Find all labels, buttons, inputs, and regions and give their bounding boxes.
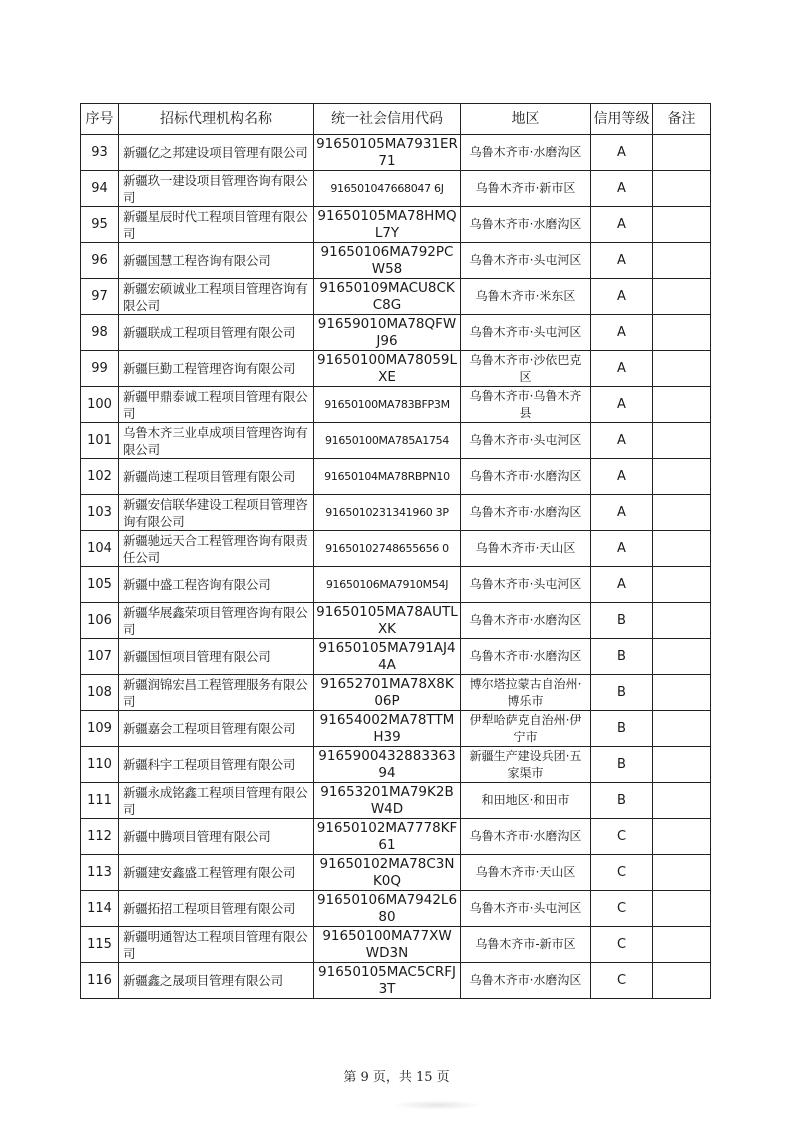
agency-name-cell: 新疆宏硕诚业工程项目管理咨询有限公司 bbox=[119, 279, 314, 315]
credit-grade-cell: A bbox=[591, 531, 653, 567]
remarks-cell bbox=[653, 171, 711, 207]
credit-code-cell: 91650105MA7931ER71 bbox=[314, 135, 461, 171]
credit-grade-cell: A bbox=[591, 243, 653, 279]
table-row bbox=[81, 603, 711, 639]
credit-grade-cell: B bbox=[591, 747, 653, 783]
remarks-cell bbox=[653, 315, 711, 351]
credit-grade-cell: A bbox=[591, 423, 653, 459]
table-row bbox=[81, 351, 711, 387]
agency-name-cell: 新疆明通智达工程项目管理有限公司 bbox=[119, 927, 314, 963]
row-index-cell: 112 bbox=[81, 819, 119, 855]
credit-code-cell: 91650106MA7910M54J bbox=[314, 567, 461, 603]
agency-name-cell: 新疆星辰时代工程项目管理有限公司 bbox=[119, 207, 314, 243]
row-index-cell: 106 bbox=[81, 603, 119, 639]
remarks-cell bbox=[653, 495, 711, 531]
credit-grade-cell: B bbox=[591, 675, 653, 711]
credit-code-cell: 916590043288336394 bbox=[314, 747, 461, 783]
table-row bbox=[81, 171, 711, 207]
row-index-cell: 103 bbox=[81, 495, 119, 531]
agency-name-cell: 新疆鑫之晟项目管理有限公司 bbox=[119, 963, 314, 999]
agency-name-cell: 新疆嘉会工程项目管理有限公司 bbox=[119, 711, 314, 747]
credit-code-cell: 91659010MA78QFWJ96 bbox=[314, 315, 461, 351]
credit-grade-cell: C bbox=[591, 963, 653, 999]
agency-name-cell: 新疆永成铭鑫工程项目管理有限公司 bbox=[119, 783, 314, 819]
agency-name-cell: 新疆安信联华建设工程项目管理咨询有限公司 bbox=[119, 495, 314, 531]
agency-name-cell: 乌鲁木齐三业卓成项目管理咨询有限公司 bbox=[119, 423, 314, 459]
credit-code-cell: 91650100MA785A1754 bbox=[314, 423, 461, 459]
row-index-cell: 98 bbox=[81, 315, 119, 351]
region-cell: 乌鲁木齐市·水磨沟区 bbox=[461, 495, 591, 531]
credit-grade-cell: A bbox=[591, 387, 653, 423]
remarks-cell bbox=[653, 783, 711, 819]
remarks-cell bbox=[653, 423, 711, 459]
credit-grade-cell: A bbox=[591, 459, 653, 495]
table-row bbox=[81, 531, 711, 567]
table-row bbox=[81, 639, 711, 675]
table-body bbox=[81, 135, 711, 999]
agency-name-cell: 新疆科宇工程项目管理有限公司 bbox=[119, 747, 314, 783]
remarks-cell bbox=[653, 711, 711, 747]
credit-grade-cell: A bbox=[591, 135, 653, 171]
table-row bbox=[81, 243, 711, 279]
remarks-cell bbox=[653, 819, 711, 855]
table-row bbox=[81, 783, 711, 819]
table-row bbox=[81, 387, 711, 423]
credit-grade-cell: A bbox=[591, 207, 653, 243]
agency-name-cell: 新疆玖一建设项目管理咨询有限公司 bbox=[119, 171, 314, 207]
region-cell: 乌鲁木齐市·水磨沟区 bbox=[461, 603, 591, 639]
table-row bbox=[81, 207, 711, 243]
remarks-cell bbox=[653, 351, 711, 387]
agency-name-cell: 新疆国慧工程咨询有限公司 bbox=[119, 243, 314, 279]
row-index-cell: 108 bbox=[81, 675, 119, 711]
credit-code-cell: 91650100MA783BFP3M bbox=[314, 387, 461, 423]
remarks-cell bbox=[653, 927, 711, 963]
remarks-cell bbox=[653, 747, 711, 783]
agency-name-cell: 新疆中盛工程咨询有限公司 bbox=[119, 567, 314, 603]
remarks-cell bbox=[653, 675, 711, 711]
row-index-cell: 100 bbox=[81, 387, 119, 423]
remarks-cell bbox=[653, 135, 711, 171]
region-cell: 乌鲁木齐市·沙依巴克区 bbox=[461, 351, 591, 387]
agency-name-cell: 新疆尚速工程项目管理有限公司 bbox=[119, 459, 314, 495]
credit-code-cell: 91654002MA78TTMH39 bbox=[314, 711, 461, 747]
region-cell: 乌鲁木齐市·天山区 bbox=[461, 531, 591, 567]
credit-grade-cell: C bbox=[591, 819, 653, 855]
row-index-cell: 97 bbox=[81, 279, 119, 315]
region-cell: 乌鲁木齐市·头屯河区 bbox=[461, 423, 591, 459]
table-row bbox=[81, 567, 711, 603]
credit-grade-cell: A bbox=[591, 279, 653, 315]
header-region: 地区 bbox=[461, 104, 591, 135]
region-cell: 伊犁哈萨克自治州·伊宁市 bbox=[461, 711, 591, 747]
table-row bbox=[81, 927, 711, 963]
row-index-cell: 101 bbox=[81, 423, 119, 459]
table-header-row bbox=[81, 104, 711, 135]
table-row bbox=[81, 423, 711, 459]
agency-name-cell: 新疆联成工程项目管理有限公司 bbox=[119, 315, 314, 351]
agency-name-cell: 新疆驰远天合工程管理咨询有限责任公司 bbox=[119, 531, 314, 567]
credit-code-cell: 91650100MA78059LXE bbox=[314, 351, 461, 387]
region-cell: 乌鲁木齐市·米东区 bbox=[461, 279, 591, 315]
credit-grade-cell: A bbox=[591, 495, 653, 531]
header-remarks: 备注 bbox=[653, 104, 711, 135]
credit-code-cell: 9165010231341960 3P bbox=[314, 495, 461, 531]
page-number: 第 9 页，共 15 页 bbox=[343, 1070, 450, 1085]
remarks-cell bbox=[653, 639, 711, 675]
credit-code-cell: 91650102MA7778KF61 bbox=[314, 819, 461, 855]
credit-code-cell: 91650102MA78C3NK0Q bbox=[314, 855, 461, 891]
credit-grade-cell: C bbox=[591, 855, 653, 891]
credit-code-cell: 91650100MA77XWWD3N bbox=[314, 927, 461, 963]
region-cell: 乌鲁木齐市·水磨沟区 bbox=[461, 639, 591, 675]
credit-code-cell: 91652701MA78X8K06P bbox=[314, 675, 461, 711]
row-index-cell: 110 bbox=[81, 747, 119, 783]
region-cell: 乌鲁木齐市·新市区 bbox=[461, 171, 591, 207]
credit-code-cell: 91650106MA792PCW58 bbox=[314, 243, 461, 279]
credit-grade-cell: A bbox=[591, 351, 653, 387]
table-row bbox=[81, 891, 711, 927]
row-index-cell: 94 bbox=[81, 171, 119, 207]
scan-smudge bbox=[392, 1100, 482, 1110]
credit-grade-cell: B bbox=[591, 783, 653, 819]
region-cell: 博尔塔拉蒙古自治州·博乐市 bbox=[461, 675, 591, 711]
agency-credit-table bbox=[80, 103, 711, 999]
remarks-cell bbox=[653, 279, 711, 315]
table-row bbox=[81, 675, 711, 711]
region-cell: 乌鲁木齐市·水磨沟区 bbox=[461, 819, 591, 855]
remarks-cell bbox=[653, 567, 711, 603]
row-index-cell: 93 bbox=[81, 135, 119, 171]
region-cell: 乌鲁木齐市·头屯河区 bbox=[461, 243, 591, 279]
row-index-cell: 111 bbox=[81, 783, 119, 819]
credit-code-cell: 91650105MA78HMQL7Y bbox=[314, 207, 461, 243]
credit-code-cell: 91650102748655656 0 bbox=[314, 531, 461, 567]
region-cell: 乌鲁木齐市·乌鲁木齐县 bbox=[461, 387, 591, 423]
remarks-cell bbox=[653, 603, 711, 639]
table-row bbox=[81, 855, 711, 891]
table-row bbox=[81, 495, 711, 531]
credit-code-cell: 91650104MA78RBPN10 bbox=[314, 459, 461, 495]
region-cell: 乌鲁木齐市·头屯河区 bbox=[461, 891, 591, 927]
credit-code-cell: 91650105MAC5CRFJ3T bbox=[314, 963, 461, 999]
region-cell: 乌鲁木齐市·水磨沟区 bbox=[461, 207, 591, 243]
header-credit-code: 统一社会信用代码 bbox=[314, 104, 461, 135]
table-row bbox=[81, 135, 711, 171]
region-cell: 乌鲁木齐市-新市区 bbox=[461, 927, 591, 963]
credit-code-cell: 91650105MA78AUTLXK bbox=[314, 603, 461, 639]
credit-grade-cell: B bbox=[591, 603, 653, 639]
region-cell: 乌鲁木齐市·头屯河区 bbox=[461, 315, 591, 351]
agency-name-cell: 新疆拓招工程项目管理有限公司 bbox=[119, 891, 314, 927]
credit-grade-cell: C bbox=[591, 891, 653, 927]
agency-name-cell: 新疆建安鑫盛工程管理有限公司 bbox=[119, 855, 314, 891]
region-cell: 乌鲁木齐市·水磨沟区 bbox=[461, 963, 591, 999]
row-index-cell: 113 bbox=[81, 855, 119, 891]
table-row bbox=[81, 279, 711, 315]
agency-name-cell: 新疆润锦宏昌工程管理服务有限公司 bbox=[119, 675, 314, 711]
agency-name-cell: 新疆中腾项目管理有限公司 bbox=[119, 819, 314, 855]
row-index-cell: 104 bbox=[81, 531, 119, 567]
header-credit-grade: 信用等级 bbox=[591, 104, 653, 135]
remarks-cell bbox=[653, 459, 711, 495]
credit-grade-cell: B bbox=[591, 711, 653, 747]
remarks-cell bbox=[653, 891, 711, 927]
row-index-cell: 95 bbox=[81, 207, 119, 243]
row-index-cell: 114 bbox=[81, 891, 119, 927]
header-index: 序号 bbox=[81, 104, 119, 135]
region-cell: 和田地区·和田市 bbox=[461, 783, 591, 819]
region-cell: 乌鲁木齐市·水磨沟区 bbox=[461, 459, 591, 495]
region-cell: 新疆生产建设兵团·五家渠市 bbox=[461, 747, 591, 783]
row-index-cell: 99 bbox=[81, 351, 119, 387]
region-cell: 乌鲁木齐市·头屯河区 bbox=[461, 567, 591, 603]
table-row bbox=[81, 963, 711, 999]
remarks-cell bbox=[653, 207, 711, 243]
table-row bbox=[81, 819, 711, 855]
remarks-cell bbox=[653, 243, 711, 279]
credit-grade-cell: C bbox=[591, 927, 653, 963]
region-cell: 乌鲁木齐市·天山区 bbox=[461, 855, 591, 891]
credit-grade-cell: A bbox=[591, 567, 653, 603]
table-row bbox=[81, 711, 711, 747]
row-index-cell: 109 bbox=[81, 711, 119, 747]
row-index-cell: 105 bbox=[81, 567, 119, 603]
row-index-cell: 102 bbox=[81, 459, 119, 495]
agency-name-cell: 新疆华展鑫荣项目管理咨询有限公司 bbox=[119, 603, 314, 639]
row-index-cell: 96 bbox=[81, 243, 119, 279]
credit-code-cell: 91650109MACU8CKC8G bbox=[314, 279, 461, 315]
header-agency-name: 招标代理机构名称 bbox=[119, 104, 314, 135]
row-index-cell: 115 bbox=[81, 927, 119, 963]
row-index-cell: 107 bbox=[81, 639, 119, 675]
row-index-cell: 116 bbox=[81, 963, 119, 999]
agency-name-cell: 新疆国恒项目管理有限公司 bbox=[119, 639, 314, 675]
credit-grade-cell: A bbox=[591, 315, 653, 351]
credit-code-cell: 91653201MA79K2BW4D bbox=[314, 783, 461, 819]
region-cell: 乌鲁木齐市·水磨沟区 bbox=[461, 135, 591, 171]
agency-name-cell: 新疆甲鼎泰诚工程项目管理有限公司 bbox=[119, 387, 314, 423]
remarks-cell bbox=[653, 531, 711, 567]
agency-name-cell: 新疆亿之邦建设项目管理有限公司 bbox=[119, 135, 314, 171]
credit-code-cell: 91650105MA791AJ44A bbox=[314, 639, 461, 675]
table-row bbox=[81, 747, 711, 783]
agency-name-cell: 新疆巨勤工程管理咨询有限公司 bbox=[119, 351, 314, 387]
credit-grade-cell: A bbox=[591, 171, 653, 207]
remarks-cell bbox=[653, 963, 711, 999]
credit-code-cell: 916501047668047 6J bbox=[314, 171, 461, 207]
table-row bbox=[81, 459, 711, 495]
credit-grade-cell: B bbox=[591, 639, 653, 675]
credit-code-cell: 91650106MA7942L680 bbox=[314, 891, 461, 927]
remarks-cell bbox=[653, 387, 711, 423]
table-row bbox=[81, 315, 711, 351]
remarks-cell bbox=[653, 855, 711, 891]
